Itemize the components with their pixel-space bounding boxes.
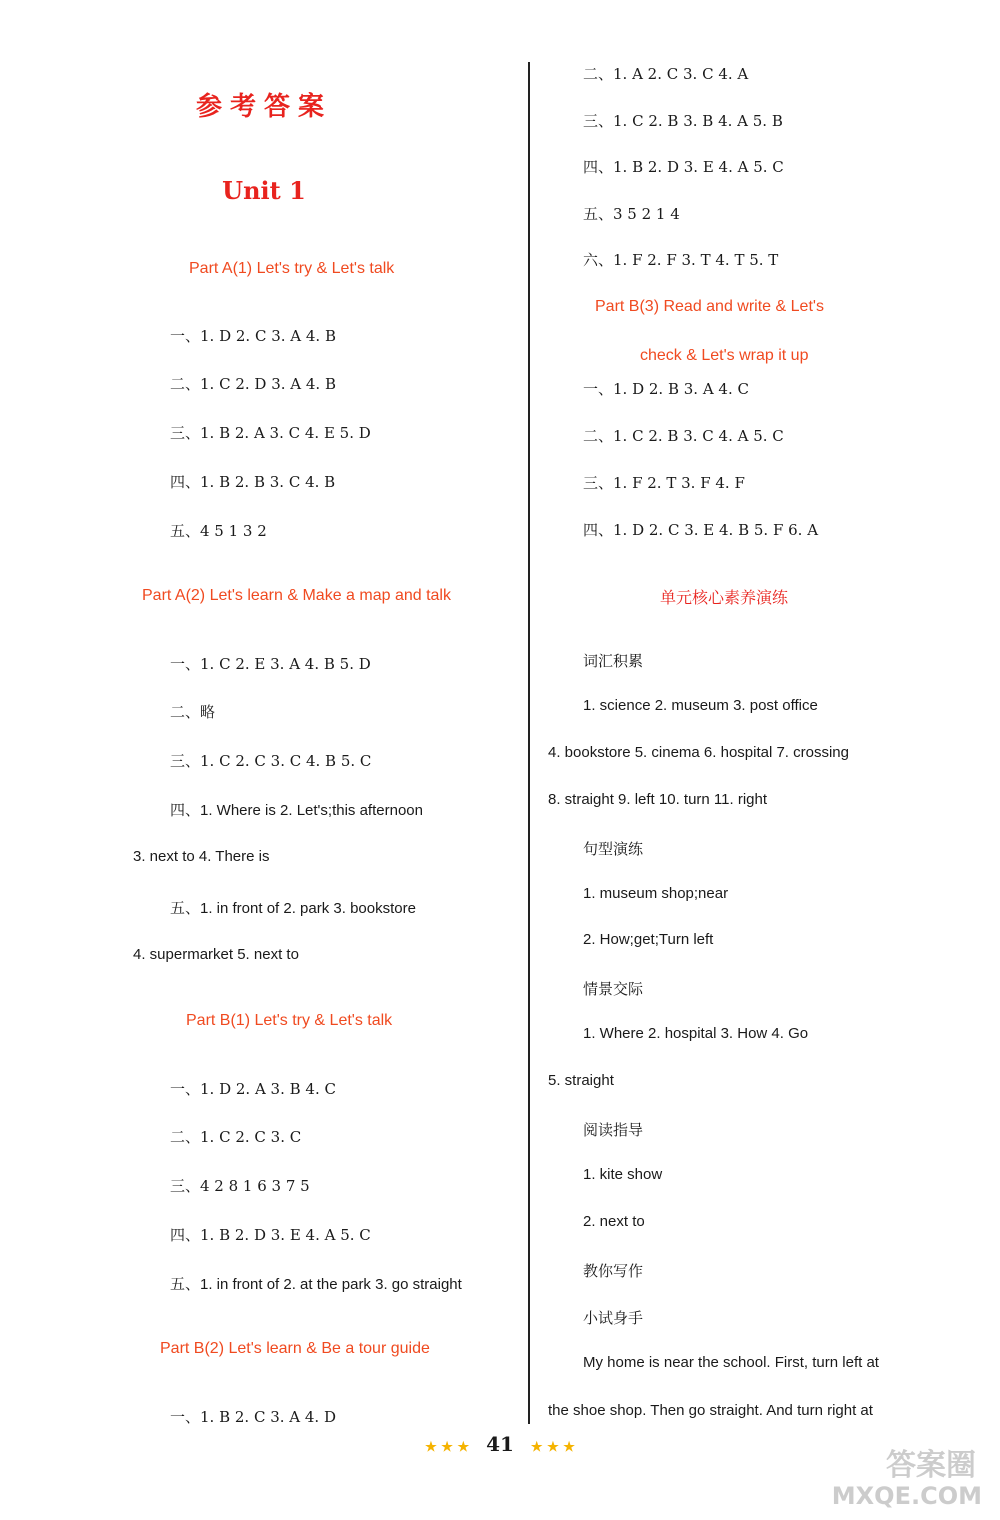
answer-row: 三、1. B 2. A 3. C 4. E 5. D <box>170 424 371 442</box>
answer-row: 2. next to <box>583 1213 645 1230</box>
watermark-url: MXQE.COM <box>831 1482 982 1510</box>
answer-row: 五、3 5 2 1 4 <box>583 205 680 223</box>
subsection-heading: 情景交际 <box>583 980 644 998</box>
answer-row: 2. How;get;Turn left <box>583 931 714 948</box>
answer-row: My home is near the school. First, turn left at <box>583 1354 879 1371</box>
subsection-heading: 小试身手 <box>583 1309 644 1327</box>
answer-row: 五、4 5 1 3 2 <box>170 522 267 540</box>
unit-heading: Unit 1 <box>222 176 306 205</box>
answer-row: 1. kite show <box>583 1166 663 1183</box>
answer-row: 3. next to 4. There is <box>133 848 270 865</box>
page-title: 参考答案 <box>195 92 332 122</box>
answer-row: 五、1. in front of 2. at the park 3. go straight <box>170 1276 462 1293</box>
watermark-logo: 答案圈 <box>886 1448 976 1483</box>
answer-row: 4. bookstore 5. cinema 6. hospital 7. crossing <box>548 744 849 761</box>
answer-row: 四、1. Where is 2. Let's;this afternoon <box>170 802 423 819</box>
answer-row: 二、1. C 2. D 3. A 4. B <box>170 375 336 393</box>
core-practice-heading: 单元核心素养演练 <box>660 588 789 607</box>
answer-row: 四、1. D 2. C 3. E 4. B 5. F 6. A <box>583 521 819 539</box>
answer-row: 二、1. A 2. C 3. C 4. A <box>583 65 749 83</box>
answer-row: 4. supermarket 5. next to <box>133 946 299 963</box>
answer-row: 1. museum shop;near <box>583 885 729 902</box>
section-heading-part-b3-cont: check & Let's wrap it up <box>640 347 809 364</box>
page-footer <box>0 1432 1000 1456</box>
section-heading-part-a2: Part A(2) Let's learn & Make a map and talk <box>142 587 451 604</box>
star-icon: ★ ★ ★ <box>530 1440 575 1455</box>
answer-row: 四、1. B 2. D 3. E 4. A 5. C <box>170 1226 371 1244</box>
section-heading-part-b1: Part B(1) Let's try & Let's talk <box>186 1012 393 1029</box>
answer-row: 一、1. D 2. A 3. B 4. C <box>170 1080 336 1098</box>
column-divider <box>528 62 530 1424</box>
subsection-heading: 教你写作 <box>583 1262 644 1280</box>
subsection-heading: 句型演练 <box>583 840 644 858</box>
answer-row: 1. science 2. museum 3. post office <box>583 697 818 714</box>
answer-row: 六、1. F 2. F 3. T 4. T 5. T <box>583 251 779 269</box>
answer-row: 三、1. C 2. C 3. C 4. B 5. C <box>170 752 372 770</box>
answer-row: 二、1. C 2. C 3. C <box>170 1128 302 1146</box>
answer-row: 一、1. C 2. E 3. A 4. B 5. D <box>170 655 371 673</box>
answer-row: 8. straight 9. left 10. turn 11. right <box>548 791 768 808</box>
answer-row: 1. Where 2. hospital 3. How 4. Go <box>583 1025 809 1042</box>
answer-row: 四、1. B 2. B 3. C 4. B <box>170 473 336 491</box>
subsection-heading: 词汇积累 <box>583 652 644 670</box>
answer-row: 二、1. C 2. B 3. C 4. A 5. C <box>583 427 784 445</box>
answer-row: the shoe shop. Then go straight. And turn right at <box>548 1402 873 1419</box>
answer-row: 五、1. in front of 2. park 3. bookstore <box>170 900 416 917</box>
answer-row: 三、4 2 8 1 6 3 7 5 <box>170 1177 310 1195</box>
answer-row: 5. straight <box>548 1072 614 1089</box>
answer-row: 一、1. D 2. B 3. A 4. C <box>583 380 749 398</box>
answer-row: 三、1. F 2. T 3. F 4. F <box>583 474 745 492</box>
answer-row: 二、略 <box>170 703 216 721</box>
section-heading-part-b2: Part B(2) Let's learn & Be a tour guide <box>160 1340 430 1357</box>
page-number: 41 <box>486 1432 514 1456</box>
answer-row: 三、1. C 2. B 3. B 4. A 5. B <box>583 112 783 130</box>
subsection-heading: 阅读指导 <box>583 1121 644 1139</box>
answer-row: 一、1. D 2. C 3. A 4. B <box>170 327 336 345</box>
star-icon: ★ ★ ★ <box>425 1440 470 1455</box>
answer-row: 四、1. B 2. D 3. E 4. A 5. C <box>583 158 784 176</box>
answer-row: 一、1. B 2. C 3. A 4. D <box>170 1408 336 1426</box>
section-heading-part-a1: Part A(1) Let's try & Let's talk <box>189 260 395 277</box>
section-heading-part-b3: Part B(3) Read and write & Let's <box>595 298 824 315</box>
